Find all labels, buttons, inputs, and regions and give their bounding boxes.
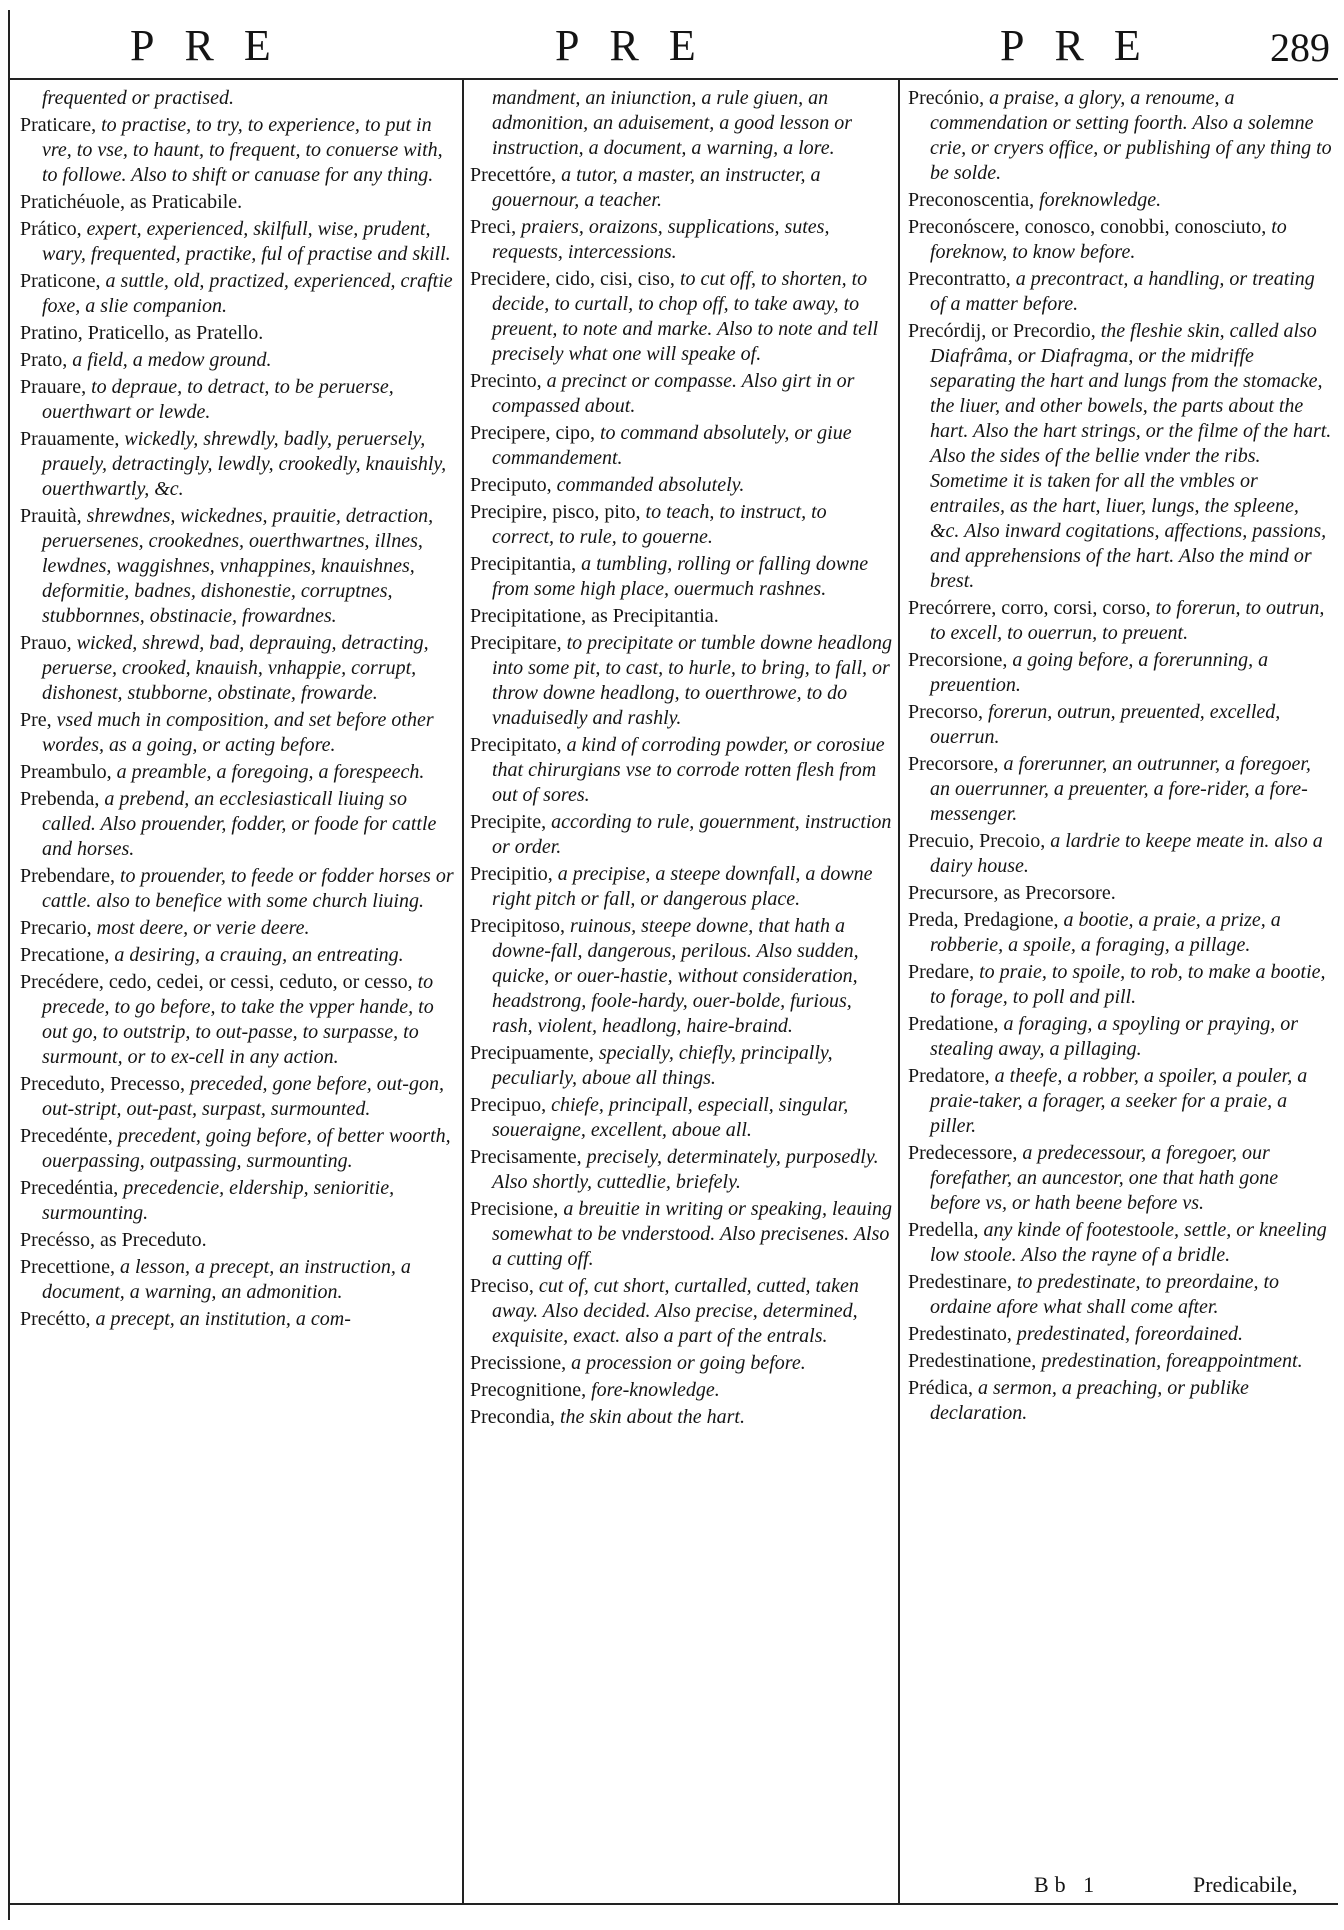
entry-headword: Precisamente, <box>470 1146 582 1168</box>
entry-definition: a predecessour, a foregoer, our forefather, an auncestor, one that hath gone before vs, or hath beene before vs. <box>930 1142 1279 1214</box>
entry-definition: precisely, determinately, purposedly. Also shortly, cuttedlie, briefely. <box>492 1146 879 1193</box>
dictionary-entry <box>20 708 460 758</box>
dictionary-entry <box>908 1270 1332 1320</box>
entry-definition: shrewdnes, wickednes, prauitie, detraction, peruersenes, crookednes, ouerthwartnes, illnes, lewdnes, waggishnes, vnhappines, knauishnes, deformitie, badnes, dishonestie, corruptnes, stubbornnes, obstinacie, frowardnes. <box>42 505 434 627</box>
entry-headword: Precettóre, <box>470 164 557 186</box>
entry-headword: Predestinare, <box>908 1271 1012 1293</box>
dictionary-entry <box>470 810 892 860</box>
entry-definition: to prouender, to feede or fodder horses or cattle. also to benefice with some church liuing. <box>42 865 454 912</box>
dictionary-entry <box>908 700 1332 750</box>
entry-definition: a bootie, a praie, a prize, a robberie, a spoile, a foraging, a pillage. <box>930 909 1281 956</box>
signature-mark: Bb 1 <box>1034 1872 1101 1897</box>
dictionary-entry <box>20 1072 460 1122</box>
entry-definition: to teach, to instruct, to correct, to rule, to gouerne. <box>492 501 827 548</box>
entry-headword: Pre, <box>20 709 52 731</box>
dictionary-entry <box>470 631 892 731</box>
entry-definition: preceded, gone before, out-gon, out-stript, out-past, surpast, surmounted. <box>42 1073 444 1120</box>
dictionary-entry <box>908 829 1332 879</box>
entry-headword: Precórrere, corro, corsi, corso, <box>908 597 1151 619</box>
dictionary-entry <box>470 604 892 629</box>
entry-definition: a kind of corroding powder, or corosiue that chirurgians vse to corrode rotten flesh from out of sores. <box>492 734 885 806</box>
dictionary-entry <box>908 1322 1332 1347</box>
entry-definition: praiers, oraizons, supplications, sutes, requests, intercessions. <box>492 216 830 263</box>
entry-headword: Precissione, <box>470 1352 567 1374</box>
catchword: Predicabile, <box>1193 1872 1298 1897</box>
running-header <box>10 18 1338 76</box>
dictionary-entry <box>908 1376 1332 1426</box>
entry-definition: to depraue, to detract, to be peruerse, ouerthwart or lewde. <box>42 376 394 423</box>
entry-headword: Predecessore, <box>908 1142 1018 1164</box>
entry-definition: ruinous, steepe downe, that hath a downe-fall, dangerous, perilous. Also sudden, quicke, or ouer-hastie, without consideration, headstrong, foole-hardy, ouer-bolde, furious, rash, violent, headlong, haire-braind. <box>492 915 859 1037</box>
dictionary-entry <box>470 86 892 161</box>
dictionary-entry <box>470 1093 892 1143</box>
entry-headword: Precipitio, <box>470 863 553 885</box>
dictionary-entry <box>20 916 460 941</box>
entry-headword: Prédica, <box>908 1377 973 1399</box>
dictionary-entry <box>470 215 892 265</box>
header-guide-word-middle: PRE <box>555 21 726 70</box>
dictionary-entry <box>20 427 460 502</box>
entry-definition: precedent, going before, of better woorth, ouerpassing, outpassing, surmounting. <box>42 1125 451 1172</box>
dictionary-entry <box>20 348 460 373</box>
entry-definition: the skin about the hart. <box>559 1406 745 1428</box>
dictionary-entry <box>908 596 1332 646</box>
entry-headword: Precatione, <box>20 944 110 966</box>
dictionary-entry <box>20 1307 460 1332</box>
dictionary-entry <box>20 1255 460 1305</box>
entry-definition: to command absolutely, or giue commandement. <box>492 422 852 469</box>
header-guide-word-left: PRE <box>130 21 301 70</box>
dictionary-entry <box>20 217 460 267</box>
entry-definition: a desiring, a crauing, an entreating. <box>114 944 404 966</box>
dictionary-entry <box>908 1141 1332 1216</box>
dictionary-entry <box>20 1176 460 1226</box>
entry-headword: Precondia, <box>470 1406 555 1428</box>
entry-headword: Precidere, cido, cisi, ciso, <box>470 268 675 290</box>
entry-headword: Precedéntia, <box>20 1177 119 1199</box>
entry-headword: Prauo, <box>20 632 72 654</box>
entry-headword: Preconoscentia, <box>908 189 1035 211</box>
entry-definition: to precede, to go before, to take the vpper hande, to out go, to outstrip, to out-passe, to surpasse, to surmount, or to ex-cell in any action. <box>42 971 434 1068</box>
dictionary-entry <box>20 1228 460 1253</box>
entry-definition: to praie, to spoile, to rob, to make a bootie, to forage, to poll and pill. <box>930 961 1326 1008</box>
entry-definition: a tutor, a master, an instructer, a gouernour, a teacher. <box>492 164 821 211</box>
entry-headword: Preda, Predagione, <box>908 909 1059 931</box>
dictionary-entry <box>908 215 1332 265</box>
entry-definition: predestination, foreappointment. <box>1041 1350 1303 1372</box>
entry-headword: Predestinato, <box>908 1323 1012 1345</box>
dictionary-entry <box>470 369 892 419</box>
dictionary-entry <box>470 552 892 602</box>
entry-headword: Prático, <box>20 218 82 240</box>
entry-definition: a forerunner, an outrunner, a foregoer, an ouerrunner, a preuenter, a fore-rider, a fore-messenger. <box>930 753 1311 825</box>
entry-definition: most deere, or verie deere. <box>96 917 310 939</box>
dictionary-entry <box>20 787 460 862</box>
entry-definition: fore-knowledge. <box>591 1379 720 1401</box>
entry-headword: Precipere, cipo, <box>470 422 595 444</box>
entry-headword: Predella, <box>908 1219 979 1241</box>
dictionary-entry <box>908 908 1332 958</box>
entry-headword: Preci, <box>470 216 517 238</box>
dictionary-entry <box>908 648 1332 698</box>
entry-headword: Preceduto, Precesso, <box>20 1073 185 1095</box>
entry-headword: Precipitantia, <box>470 553 577 575</box>
dictionary-entry <box>470 267 892 367</box>
entry-headword: Precinto, <box>470 370 542 392</box>
entry-definition: a going before, a forerunning, a preuention. <box>930 649 1269 696</box>
dictionary-entry <box>908 86 1332 186</box>
dictionary-entry <box>908 188 1332 213</box>
dictionary-entry <box>20 269 460 319</box>
entry-definition: a breuitie in writing or speaking, leauing somewhat to be vnderstood. Also precisenes. Also a cutting off. <box>492 1198 892 1270</box>
entry-headword: Prauamente, <box>20 428 120 450</box>
entry-headword: Precédere, cedo, cedei, or cessi, ceduto, or cesso, <box>20 971 413 993</box>
entry-definition: frequented or practised. <box>42 87 235 109</box>
entry-headword: Preambulo, <box>20 761 112 783</box>
dictionary-entry <box>470 421 892 471</box>
entry-definition: any kinde of footestoole, settle, or kneeling low stoole. Also the rayne of a bridle. <box>930 1219 1327 1266</box>
dictionary-entry <box>470 862 892 912</box>
entry-definition: specially, chiefly, principally, peculiarly, aboue all things. <box>492 1042 833 1089</box>
dictionary-entry <box>470 1041 892 1091</box>
entry-headword: Precognitione, <box>470 1379 587 1401</box>
entry-headword: Preciputo, <box>470 474 552 496</box>
entry-definition: forerun, outrun, preuented, excelled, ouerrun. <box>930 701 1281 748</box>
entry-headword: Precario, <box>20 917 92 939</box>
entry-definition: a tumbling, rolling or falling downe from some high place, ouermuch rashnes. <box>492 553 869 600</box>
entry-definition: to practise, to try, to experience, to put in vre, to vse, to haunt, to frequent, to conuerse with, to followe. Also to shift or canuase for any thing. <box>42 114 443 186</box>
dictionary-entry <box>470 914 892 1039</box>
dictionary-entry <box>470 163 892 213</box>
entry-headword: Prauare, <box>20 376 87 398</box>
entry-definition: precedencie, eldership, senioritie, surmounting. <box>42 1177 395 1224</box>
entry-headword: Precónio, <box>908 87 985 109</box>
entry-definition: a lesson, a precept, an instruction, a document, a warning, an admonition. <box>42 1256 411 1303</box>
entry-headword: Preconóscere, conosco, conobbi, conosciuto, <box>908 216 1267 238</box>
entry-headword: Precedénte, <box>20 1125 113 1147</box>
entry-definition: a theefe, a robber, a spoiler, a pouler, a praie-taker, a forager, a seeker for a praie, a piller. <box>930 1065 1308 1137</box>
dictionary-entry <box>20 1124 460 1174</box>
column-2 <box>470 86 892 1432</box>
column-3 <box>908 86 1332 1428</box>
entry-headword: Praticone, <box>20 270 101 292</box>
dictionary-entry <box>470 1274 892 1349</box>
entry-definition: a procession or going before. <box>571 1352 806 1374</box>
entry-definition: predestinated, foreordained. <box>1016 1323 1243 1345</box>
entry-definition: wicked, shrewd, bad, deprauing, detracting, peruerse, crooked, knauish, vnhappie, corrupt, dishonest, stubborne, obstinate, frowarde. <box>42 632 429 704</box>
entry-definition: a foraging, a spoyling or praying, or stealing away, a pillaging. <box>930 1013 1298 1060</box>
dictionary-entry <box>20 631 460 706</box>
entry-headword: Precipitato, <box>470 734 562 756</box>
header-guide-word-right: PRE <box>1000 21 1171 70</box>
entry-headword: Precipuo, <box>470 1094 547 1116</box>
dictionary-entry <box>908 267 1332 317</box>
entry-headword: Predestinatione, <box>908 1350 1037 1372</box>
entry-definition: to cut off, to shorten, to decide, to curtall, to chop off, to take away, to preuent, to note and marke. Also to note and tell precisely what one will speake of. <box>492 268 879 365</box>
entry-headword: Prebendare, <box>20 865 115 887</box>
dictionary-entry <box>20 970 460 1070</box>
header-rule <box>10 78 1338 80</box>
entry-definition: a precept, an institution, a com- <box>95 1308 351 1330</box>
entry-headword: Precétto, <box>20 1308 91 1330</box>
dictionary-entry <box>20 760 460 785</box>
entry-headword: Prebenda, <box>20 788 100 810</box>
entry-headword: Precursore, as Precorsore. <box>908 882 1116 904</box>
dictionary-entry <box>908 1349 1332 1374</box>
entry-headword: Praticare, <box>20 114 97 136</box>
dictionary-entry <box>908 1012 1332 1062</box>
entry-headword: Precorso, <box>908 701 983 723</box>
entry-definition: wickedly, shrewdly, badly, peruersely, prauely, detractingly, lewdly, crookedly, knauishly, ouerthwartly, &c. <box>42 428 447 500</box>
entry-definition: expert, experienced, skilfull, wise, prudent, wary, frequented, practike, ful of practise and skill. <box>42 218 451 265</box>
entry-definition: chiefe, principall, especiall, singular, soueraigne, excellent, aboue all. <box>492 1094 849 1141</box>
dictionary-entry <box>20 375 460 425</box>
dictionary-entry <box>470 1378 892 1403</box>
dictionary-entry <box>908 960 1332 1010</box>
entry-definition: to predestinate, to preordaine, to ordaine afore what shall come after. <box>930 1271 1280 1318</box>
entry-headword: Precipuamente, <box>470 1042 594 1064</box>
entry-definition: to forerun, to outrun, to excell, to ouerrun, to preuent. <box>930 597 1325 644</box>
entry-headword: Precorsione, <box>908 649 1008 671</box>
dictionary-entry <box>20 864 460 914</box>
entry-headword: Predatore, <box>908 1065 990 1087</box>
dictionary-entry <box>470 733 892 808</box>
column-divider <box>898 79 900 1903</box>
column-divider <box>462 79 464 1903</box>
entry-headword: Precórdij, or Precordio, <box>908 320 1096 342</box>
entry-headword: Precipitatione, as Precipitantia. <box>470 605 719 627</box>
entry-headword: Precipitare, <box>470 632 562 654</box>
footer-rule <box>10 1903 1338 1905</box>
entry-definition: commanded absolutely. <box>556 474 745 496</box>
dictionary-entry <box>908 881 1332 906</box>
entry-definition: the fleshie skin, called also Diafrâma, or Diafragma, or the midriffe separating the hart and lungs from the stomacke, the liuer, and other bowels, the parts about the hart. Also the hart strings, or the filme of the hart. Also the sides of the bellie vnder the ribs. Sometime it is taken for all the vmbles or entrailes, as the hart, liuer, lungs, the spleene, &c. Also inward cogitations, affections, passions, and apprehensions of the hart. Also the mind or brest. <box>930 320 1332 592</box>
entry-headword: Prauità, <box>20 505 82 527</box>
entry-definition: foreknowledge. <box>1039 189 1162 211</box>
entry-headword: Precettione, <box>20 1256 115 1278</box>
dictionary-entry <box>908 1064 1332 1139</box>
dictionary-entry <box>20 86 460 111</box>
entry-definition: vsed much in composition, and set before other wordes, as a going, or acting before. <box>42 709 434 756</box>
dictionary-entry <box>908 752 1332 827</box>
entry-definition: a precinct or compasse. Also girt in or compassed about. <box>492 370 855 417</box>
entry-definition: according to rule, gouernment, instruction or order. <box>492 811 892 858</box>
entry-definition: a praise, a glory, a renoume, a commendation or setting foorth. Also a solemne crie, or cryers office, or publishing of any thing to be solde. <box>930 87 1332 184</box>
dictionary-entry <box>470 473 892 498</box>
dictionary-entry <box>470 1145 892 1195</box>
entry-definition: to precipitate or tumble downe headlong into some pit, to cast, to hurle, to bring, to fall, or throw downe headlong, to ouerthrowe, to do vnaduisedly and rashly. <box>492 632 892 729</box>
dictionary-entry <box>908 1218 1332 1268</box>
dictionary-entry <box>20 190 460 215</box>
entry-headword: Pratino, Praticello, as Pratello. <box>20 322 264 344</box>
entry-headword: Predatione, <box>908 1013 999 1035</box>
column-1 <box>20 86 460 1334</box>
dictionary-entry <box>470 1197 892 1272</box>
entry-headword: Precuio, Precoio, <box>908 830 1046 852</box>
entry-definition: a preamble, a foregoing, a forespeech. <box>116 761 425 783</box>
dictionary-entry <box>908 319 1332 594</box>
entry-headword: Precipire, pisco, pito, <box>470 501 641 523</box>
dictionary-entry <box>470 1351 892 1376</box>
dictionary-entry <box>470 500 892 550</box>
dictionary-page <box>8 10 1338 1920</box>
entry-headword: Precontratto, <box>908 268 1011 290</box>
entry-definition: mandment, an iniunction, a rule giuen, an admonition, an aduisement, a good lesson or instruction, a document, a warning, a lore. <box>492 87 852 159</box>
dictionary-entry <box>470 1405 892 1430</box>
entry-headword: Precipite, <box>470 811 547 833</box>
entry-definition: a precipise, a steepe downfall, a downe right pitch or fall, or dangerous place. <box>492 863 873 910</box>
entry-headword: Precisione, <box>470 1198 559 1220</box>
entry-definition: a prebend, an ecclesiasticall liuing so called. Also prouender, fodder, or foode for cattle and horses. <box>42 788 437 860</box>
dictionary-entry <box>20 504 460 629</box>
entry-definition: a field, a medow ground. <box>72 349 272 371</box>
entry-headword: Precésso, as Preceduto. <box>20 1229 207 1251</box>
page-number: 289 <box>1270 25 1330 70</box>
entry-headword: Predare, <box>908 961 975 983</box>
entry-definition: a lardrie to keepe meate in. also a dairy house. <box>930 830 1323 877</box>
entry-definition: a precontract, a handling, or treating of a matter before. <box>930 268 1315 315</box>
entry-definition: cut of, cut short, curtalled, cutted, taken away. Also decided. Also precise, determined, exquisite, exact. also a part of the entrals. <box>492 1275 859 1347</box>
entry-definition: a suttle, old, practized, experienced, craftie foxe, a slie companion. <box>42 270 453 317</box>
entry-definition: a sermon, a preaching, or publike declaration. <box>930 1377 1249 1424</box>
entry-headword: Prato, <box>20 349 68 371</box>
entry-definition: to foreknow, to know before. <box>930 216 1287 263</box>
dictionary-entry <box>20 321 460 346</box>
entry-headword: Precorsore, <box>908 753 999 775</box>
entry-headword: Pratichéuole, as Praticabile. <box>20 191 243 213</box>
dictionary-entry <box>20 113 460 188</box>
entry-headword: Precipitoso, <box>470 915 565 937</box>
entry-headword: Preciso, <box>470 1275 534 1297</box>
dictionary-entry <box>20 943 460 968</box>
